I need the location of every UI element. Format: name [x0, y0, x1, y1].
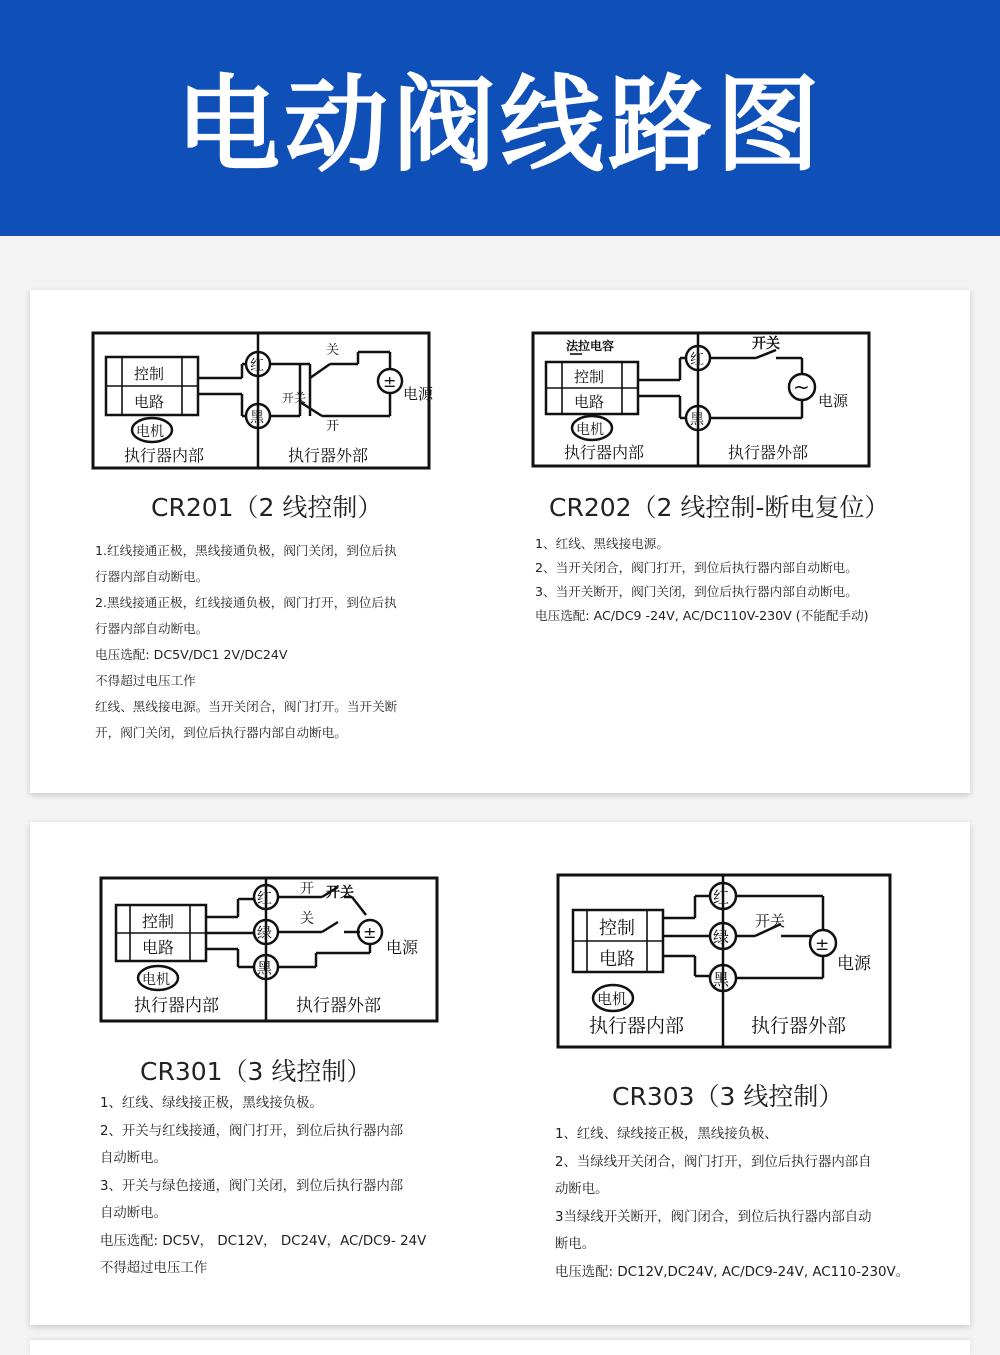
svg-text:红: 红	[713, 888, 730, 907]
svg-text:绿: 绿	[713, 928, 730, 947]
svg-text:电机: 电机	[576, 422, 604, 438]
svg-text:电路: 电路	[134, 393, 165, 411]
svg-text:开关: 开关	[326, 885, 354, 901]
model-description: 1.红线接通正极，黑线接通负极，阀门关闭，到位后执 行器内部自动断电。 2.黑线接通正极，红线接通负极，阀门打开，到位后执 行器内部自动断电。 电压选配: DC5V/DC1 2V/DC24V 不得超过电压工作 红线、黑线接电源。当开关闭合，阀门打开。当开关断 开，阀门关闭，到位后执行器内部自动断电。	[95, 543, 398, 740]
svg-text:执行器内部: 执行器内部	[134, 996, 219, 1016]
svg-text:黑: 黑	[250, 410, 264, 426]
svg-text:黑: 黑	[690, 412, 704, 428]
svg-text:±: ±	[815, 935, 830, 955]
svg-text:绿: 绿	[257, 924, 273, 942]
svg-text:黑: 黑	[257, 959, 273, 977]
svg-text:开关: 开关	[752, 336, 780, 352]
svg-text:执行器内部: 执行器内部	[564, 443, 645, 462]
next-card-edge	[30, 1340, 970, 1355]
svg-text:开: 开	[326, 419, 340, 434]
wiring-card-2wire	[30, 290, 970, 793]
svg-text:关: 关	[326, 343, 340, 358]
svg-text:法拉电容: 法拉电容	[566, 339, 615, 353]
page-title: 电动阀线路图	[175, 64, 824, 186]
svg-text:控制: 控制	[142, 912, 175, 931]
svg-text:电路: 电路	[142, 938, 175, 957]
cr301-wiring-diagram	[98, 875, 443, 1025]
svg-text:电机: 电机	[142, 972, 170, 988]
svg-text:控制: 控制	[574, 368, 605, 386]
svg-text:关: 关	[300, 911, 314, 927]
cr201-wiring-diagram	[90, 330, 435, 472]
section-cr201	[30, 290, 500, 793]
svg-text:电路: 电路	[574, 393, 605, 411]
section-cr303	[500, 822, 970, 1325]
svg-text:执行器内部: 执行器内部	[124, 446, 205, 465]
svg-text:执行器外部: 执行器外部	[296, 996, 381, 1016]
svg-text:电源: 电源	[837, 954, 871, 974]
svg-text:电源: 电源	[818, 392, 849, 410]
model-description: 1、红线、绿线接正极，黑线接负极、 2、当绿线开关闭合，阀门打开，到位后执行器内部自 动断电。 3当绿线开关断开，阀门闭合，到位后执行器内部自动 断电。 电压选配: DC12V,DC24V, AC/DC9-24V, AC110-230V。	[555, 1127, 910, 1280]
model-description: 1、红线、绿线接正极，黑线接负极。 2、开关与红线接通，阀门打开，到位后执行器内部 自动断电。 3、开关与绿色接通，阀门关闭，到位后执行器内部 自动断电。 电压选配: DC5V， DC12V， DC24V，AC/DC9- 24V 不得超过电压工作	[100, 1096, 427, 1276]
svg-text:红: 红	[257, 889, 273, 907]
model-title: CR201（2 线控制）	[151, 493, 383, 522]
svg-text:黑: 黑	[713, 970, 730, 989]
svg-text:控制: 控制	[134, 365, 165, 383]
svg-text:执行器外部: 执行器外部	[751, 1015, 847, 1037]
svg-text:电源: 电源	[403, 385, 434, 403]
svg-text:电机: 电机	[597, 990, 628, 1008]
svg-text:±: ±	[383, 372, 397, 391]
page-header	[0, 0, 1000, 236]
svg-text:电源: 电源	[386, 938, 419, 957]
svg-text:执行器内部: 执行器内部	[589, 1015, 685, 1037]
section-cr301	[30, 822, 500, 1325]
svg-text:红: 红	[250, 358, 264, 374]
svg-text:电机: 电机	[136, 424, 164, 440]
model-title: CR303（3 线控制）	[612, 1082, 844, 1111]
svg-text:开关: 开关	[755, 912, 786, 930]
svg-text:电路: 电路	[599, 949, 635, 970]
wiring-card-3wire	[30, 822, 970, 1325]
svg-text:开: 开	[300, 881, 314, 897]
model-description: 1、红线、黑线接电源。 2、当开关闭合，阀门打开，到位后执行器内部自动断电。 3、当开关断开，阀门关闭，到位后执行器内部自动断电。 电压选配: AC/DC9 -24V, AC/DC110V-230V (不能配手动)	[535, 536, 869, 623]
model-title: CR301（3 线控制）	[140, 1057, 372, 1086]
svg-text:~: ~	[793, 375, 810, 399]
svg-text:红: 红	[690, 352, 704, 368]
cr202-wiring-diagram	[530, 330, 875, 472]
cr303-wiring-diagram	[555, 872, 895, 1052]
svg-text:执行器外部: 执行器外部	[288, 446, 369, 465]
svg-text:执行器外部: 执行器外部	[728, 443, 809, 462]
model-title: CR202（2 线控制-断电复位）	[549, 493, 890, 522]
svg-text:±: ±	[363, 923, 377, 942]
svg-text:控制: 控制	[599, 918, 635, 939]
section-cr202	[500, 290, 970, 793]
svg-text:开关: 开关	[282, 391, 307, 405]
